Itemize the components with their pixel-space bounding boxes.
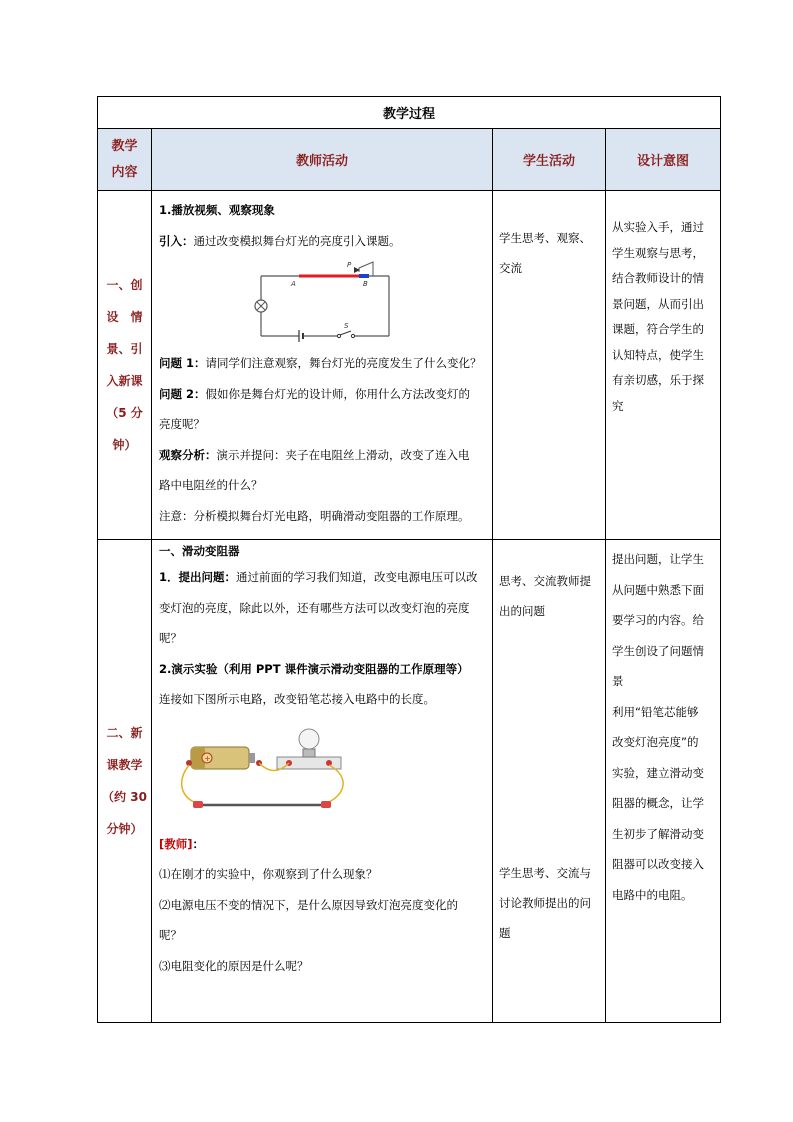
label-b: B bbox=[363, 280, 368, 288]
label-a: A bbox=[291, 280, 296, 288]
section2-teacher: 一、滑动变阻器 1．提出问题：通过前面的学习我们知道，改变电源电压可以改 变灯泡的亮度，除此以外，还有哪些方法可以改变灯泡的亮度 呢？ 2.演示实验（利用 PPT 课件演示滑动变阻器的工作原理等） 连接如下图所示电路，改变铅笔芯接入电路中的长度。 + [教师]： ⑴在刚才的实验中，你观察到了什么现象？ ⑵电源电压不变的情况下，是什么原因导致灯泡亮度变化的 呢？ ⑶电阻变化的原因是什么呢？ bbox=[152, 540, 493, 1023]
alligator-clip-icon bbox=[193, 801, 203, 808]
intro: 引入：通过改变模拟舞台灯光的亮度引入课题。 bbox=[159, 233, 401, 248]
section2-label: 二、新 课教学 （约 30 分钟） bbox=[98, 540, 152, 1023]
label-p: P bbox=[347, 261, 352, 269]
alligator-clip-icon bbox=[321, 801, 331, 808]
section2-heading: 一、滑动变阻器 bbox=[159, 544, 240, 558]
header-intent: 设计意图 bbox=[606, 129, 721, 191]
step-heading: 1.播放视频、观察现象 bbox=[159, 203, 275, 217]
pencil-lead-circuit-illustration bbox=[179, 725, 349, 821]
section2-intent: 提出问题，让学生 从问题中熟悉下面 要学习的内容。给 学生创设了问题情 景 利用“铅笔芯能够 改变灯泡亮度”的 实验，建立滑动变 阻器的概念，让学 生初步了解滑动变 阻器可以改变接入 电路中的电阻。 bbox=[606, 540, 721, 1023]
teacher-tag: [教师] bbox=[159, 836, 193, 851]
table-title: 教学过程 bbox=[98, 97, 721, 129]
section1-student: 学生思考、观察、 交流 bbox=[493, 191, 606, 540]
section1-label: 一、创 设 情 景、引 入新课 （5 分 钟） bbox=[98, 191, 152, 540]
lesson-table bbox=[97, 96, 721, 1023]
rheostat-circuit-diagram bbox=[241, 258, 401, 344]
header-teacher: 教师活动 bbox=[152, 129, 493, 191]
svg-text:+: + bbox=[204, 753, 211, 763]
header-student: 学生活动 bbox=[493, 129, 606, 191]
light-bulb-icon bbox=[299, 729, 319, 749]
header-content: 教学 内容 bbox=[98, 129, 152, 191]
label-s: S bbox=[344, 322, 349, 330]
note: 注意：分析模拟舞台灯光电路，明确滑动变阻器的工作原理。 bbox=[159, 508, 470, 523]
section2-student: 思考、交流教师提 出的问题 学生思考、交流与 讨论教师提出的问 题 bbox=[493, 540, 606, 1023]
section1-teacher: 1.播放视频、观察现象 引入：通过改变模拟舞台灯光的亮度引入课题。 P A B S 问题 1：请同学们注意观察，舞台灯光的亮度发生了什么变化？ 问题 2：假如你是舞台灯光的设计师，你用什么方法改变灯的 亮度呢？ 观察分析：演示并提问：夹子在电阻丝上滑动，改变了连入电 路中电阻丝的什么？ 注意：分析模拟舞台灯光电路，明确滑动变阻器的工作原理。 bbox=[152, 191, 493, 540]
section1-intent: 从实验入手，通过 学生观察与思考， 结合教师设计的情 景问题，从而引出 课题，符合学生的 认知特点，使学生 有亲切感，乐于探 究 bbox=[606, 191, 721, 540]
